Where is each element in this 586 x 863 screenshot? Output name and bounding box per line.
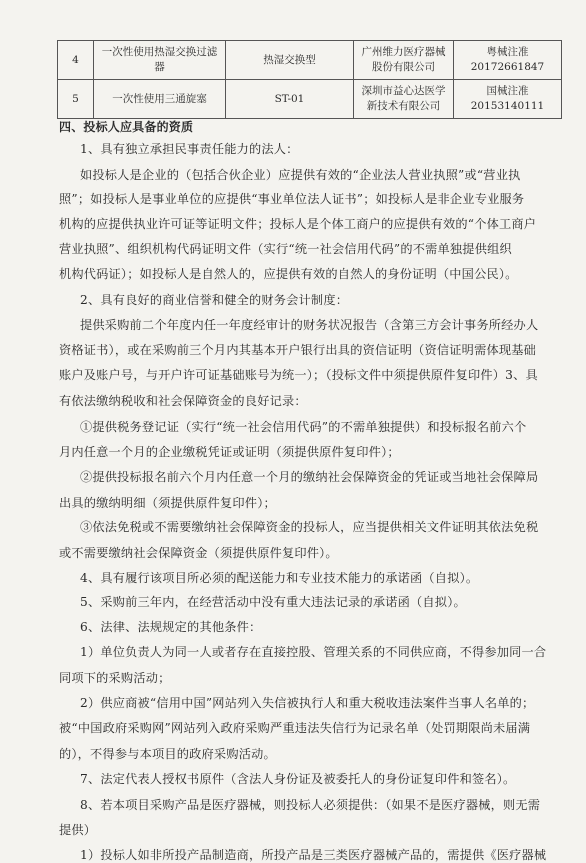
cell-name: 一次性使用三通旋塞 — [94, 80, 226, 119]
text-line: 机构代码证）；如投标人是自然人的，应提供有效的自然人的身份证明（中国公民）。 — [59, 267, 518, 281]
cell-model: 热湿交换型 — [226, 41, 354, 80]
text-line: 的），不得参与本项目的政府采购活动。 — [59, 747, 276, 761]
text-line: 同项下的采购活动； — [59, 671, 171, 685]
text-line: 1）投标人如非所投产品制造商，所投产品是三类医疗器械产品的，需提供《医疗器械 — [80, 848, 547, 862]
text-line: 5、采购前三年内，在经营活动中没有重大违法记录的承诺函（自拟）。 — [80, 595, 466, 609]
text-line: 提供采购前二个年度内任一年度经审计的财务状况报告（含第三方会计事务所经办人 — [80, 318, 539, 332]
cell-maker: 深圳市益心达医学新技术有限公司 — [354, 80, 454, 119]
text-line: 有依法缴纳税收和社会保障资金的良好记录： — [59, 394, 307, 408]
cell-no: 5 — [58, 80, 94, 119]
text-line: 8、若本项目采购产品是医疗器械，则投标人必须提供：（如果不是医疗器械，则无需 — [80, 798, 541, 812]
text-line: 营业执照”、组织机构代码证明文件（实行“统一社会信用代码”的不需单独提供组织 — [59, 242, 512, 256]
text-line: 4、具有履行该项目所必须的配送能力和专业技术能力的承诺函（自拟）。 — [80, 571, 479, 585]
text-line: 资格证书），或在采购前三个月内其基本开户银行出具的资信证明（资信证明需体现基础 — [59, 343, 537, 357]
text-line: 6、法律、法规规定的其他条件： — [80, 620, 262, 634]
cell-no: 4 — [58, 41, 94, 80]
text-line: 照”；如投标人是事业单位的应提供“事业单位法人证书”；如投标人是非企业专业服务 — [59, 192, 525, 206]
text-line: ③依法免税或不需要缴纳社会保障资金的投标人，应当提供相关文件证明其依法免税 — [80, 520, 539, 534]
text-line: 被“中国政府采购网”网站列入政府采购严重违法失信行为记录名单（处罚期限尚未届满 — [59, 721, 531, 735]
text-line: 2、具有良好的商业信誉和健全的财务会计制度： — [80, 293, 349, 307]
cell-reg: 国械注准 20153140111 — [454, 80, 562, 119]
text-line: 1、具有独立承担民事责任能力的法人： — [80, 142, 299, 156]
cell-model: ST-01 — [226, 80, 354, 119]
text-line: ②提供投标报名前六个月内任意一个月的缴纳社会保障资金的凭证或当地社会保障局 — [80, 470, 539, 484]
text-line: 机构的应提供执业许可证等证明文件；投标人是个体工商户的应提供有效的“个体工商户 — [59, 217, 537, 231]
cell-name: 一次性使用热湿交换过滤器 — [94, 41, 226, 80]
text-line: 提供） — [59, 823, 97, 837]
cell-maker: 广州维力医疗器械股份有限公司 — [354, 41, 454, 80]
product-table — [57, 40, 562, 119]
table-row — [58, 41, 562, 80]
text-line: ①提供税务登记证（实行“统一社会信用代码”的不需单独提供）和投标报名前六个 — [80, 420, 527, 434]
text-line: 月内任意一个月的企业缴税凭证或证明（须提供原件复印件）； — [59, 445, 400, 459]
text-line: 如投标人是企业的（包括合伙企业）应提供有效的“企业法人营业执照”或“营业执 — [80, 168, 521, 182]
text-line: 或不需要缴纳社会保障资金（须提供原件复印件）。 — [59, 546, 338, 560]
section-heading: 四、投标人应具备的资质 — [59, 120, 194, 134]
text-line: 1）单位负责人为同一人或者存在直接控股、管理关系的不同供应商，不得参加同一合 — [80, 645, 547, 659]
table-row — [58, 80, 562, 119]
text-line: 账户及账户号，与开户许可证基础账号为统一）；（投标文件中须提供原件复印件）3、具 — [59, 368, 538, 382]
cell-reg: 粤械注准 20172661847 — [454, 41, 562, 80]
text-line: 出具的缴纳明细（须提供原件复印件）； — [59, 496, 276, 510]
text-line: 7、法定代表人授权书原件（含法人身份证及被委托人的身份证复印件和签名）。 — [80, 772, 516, 786]
text-line: 2）供应商被“信用中国”网站列入失信被执行人和重大税收违法案件当事人名单的； — [80, 696, 535, 710]
